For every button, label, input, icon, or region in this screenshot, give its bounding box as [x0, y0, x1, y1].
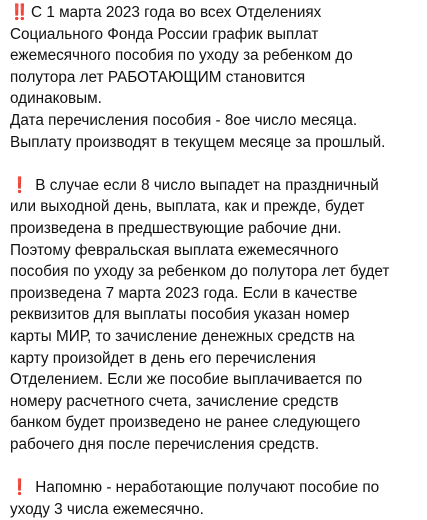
exclamation-icon: ❗ [10, 175, 30, 194]
paragraph-text: В случае если 8 число выпадет на праздничный или выходной день, выплата, как и прежде, будет произведена в предшествующие рабочие дни. Поэтому февральская выплата ежемесячного пособия по уходу за ребенком до полутора лет будет произведена 7 марта 2023 года. Если в качестве реквизитов для выплаты пособия указан номер карты МИР, то зачисление денежных средств на карту произойдет в день его перечисления Отделением. Если же пособие выплачивается по номеру расчетного счета, зачисление средств банком будет произведено не ранее следующего рабочего дня после перечисления средств. [10, 176, 390, 453]
paragraph-reminder [10, 477, 421, 520]
paragraph-gap [10, 153, 421, 175]
paragraph-text: С 1 марта 2023 года во всех Отделениях Социального Фонда России график выплат ежемесячного пособия по уходу за ребенком до полутора лет РАБОТАЮЩИМ становится одинаковым. Дата перечисления пособия - 8ое число месяца. Выплату производят в текущем месяце за прошлый. [10, 4, 386, 151]
exclamation-icon: ❗ [10, 478, 30, 497]
paragraph-holiday-rule [10, 175, 421, 456]
paragraph-schedule [10, 2, 421, 153]
double-exclamation-icon: ‼️ [10, 3, 30, 21]
paragraph-text: Напомню - неработающие получают пособие по уходу 3 числа ежемесячно. [10, 479, 380, 518]
paragraph-gap [10, 455, 421, 477]
